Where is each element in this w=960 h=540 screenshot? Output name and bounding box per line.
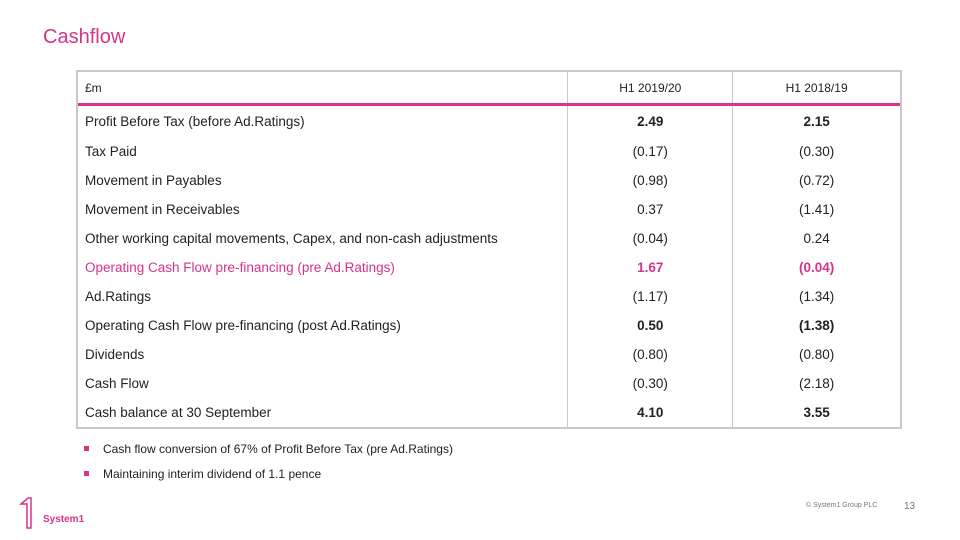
row-value-h1-2019-20: 1.67 bbox=[568, 253, 733, 282]
row-label: Profit Before Tax (before Ad.Ratings) bbox=[78, 106, 568, 137]
table-row bbox=[78, 282, 900, 311]
row-value-h1-2019-20: 2.49 bbox=[568, 106, 733, 137]
row-value-h1-2018-19: (0.30) bbox=[798, 144, 835, 159]
table-row bbox=[78, 106, 900, 137]
row-value-h1-2019-20: (0.30) bbox=[568, 369, 733, 398]
row-label: Movement in Payables bbox=[78, 166, 568, 195]
row-label: Movement in Receivables bbox=[78, 195, 568, 224]
row-label: Tax Paid bbox=[78, 137, 568, 166]
row-label: Cash balance at 30 September bbox=[78, 398, 568, 427]
logo-text: System1 bbox=[43, 514, 85, 525]
row-value-h1-2019-20: (1.17) bbox=[568, 282, 733, 311]
row-value-h1-2019-20: (0.04) bbox=[568, 224, 733, 253]
table-row bbox=[78, 195, 900, 224]
system1-logo bbox=[18, 492, 98, 532]
row-value-h1-2019-20: (0.80) bbox=[568, 340, 733, 369]
row-value-h1-2019-20: 4.10 bbox=[568, 398, 733, 427]
row-value-h1-2018-19: 2.15 bbox=[803, 114, 830, 129]
bullet-item bbox=[84, 436, 453, 461]
table-row bbox=[78, 369, 900, 398]
row-value-h1-2018-19: (1.38) bbox=[798, 318, 835, 333]
row-value-h1-2018-19: (2.18) bbox=[798, 376, 835, 391]
table-row bbox=[78, 137, 900, 166]
header-h1-2019-20: H1 2019/20 bbox=[568, 72, 733, 103]
row-value-h1-2018-19: (0.80) bbox=[798, 347, 835, 362]
table-row bbox=[78, 253, 900, 282]
table-row bbox=[78, 398, 900, 427]
bullet-square-icon bbox=[84, 471, 89, 476]
row-label: Cash Flow bbox=[78, 369, 568, 398]
row-label: Operating Cash Flow pre-financing (post Ad.Ratings) bbox=[78, 311, 568, 340]
row-value-h1-2018-19: (1.41) bbox=[798, 202, 835, 217]
bullet-text: Maintaining interim dividend of 1.1 pence bbox=[103, 466, 322, 481]
table-row bbox=[78, 166, 900, 195]
bullet-item bbox=[84, 461, 453, 486]
header-h1-2018-19: H1 2018/19 bbox=[785, 80, 848, 95]
row-label: Other working capital movements, Capex, and non-cash adjustments bbox=[78, 224, 568, 253]
page-title: Cashflow bbox=[43, 26, 126, 48]
row-value-h1-2019-20: 0.50 bbox=[568, 311, 733, 340]
row-value-h1-2018-19: (0.04) bbox=[798, 260, 835, 275]
cashflow-table bbox=[76, 70, 902, 429]
row-label: Operating Cash Flow pre-financing (pre Ad.Ratings) bbox=[78, 253, 568, 282]
row-label: Dividends bbox=[78, 340, 568, 369]
row-value-h1-2018-19: 0.24 bbox=[803, 231, 830, 246]
row-label: Ad.Ratings bbox=[78, 282, 568, 311]
copyright-text: © System1 Group PLC bbox=[806, 502, 878, 509]
bullet-list bbox=[84, 436, 453, 486]
row-value-h1-2019-20: 0.37 bbox=[568, 195, 733, 224]
row-value-h1-2018-19: (1.34) bbox=[798, 289, 835, 304]
table-row bbox=[78, 340, 900, 369]
table-row bbox=[78, 311, 900, 340]
bullet-square-icon bbox=[84, 446, 89, 451]
row-value-h1-2018-19: (0.72) bbox=[798, 173, 835, 188]
table-header-row bbox=[78, 72, 900, 106]
row-value-h1-2019-20: (0.17) bbox=[568, 137, 733, 166]
header-label: £m bbox=[78, 72, 568, 103]
page-number: 13 bbox=[904, 501, 916, 512]
bullet-text: Cash flow conversion of 67% of Profit Before Tax (pre Ad.Ratings) bbox=[103, 441, 453, 456]
table-row bbox=[78, 224, 900, 253]
row-value-h1-2018-19: 3.55 bbox=[803, 405, 830, 420]
row-value-h1-2019-20: (0.98) bbox=[568, 166, 733, 195]
